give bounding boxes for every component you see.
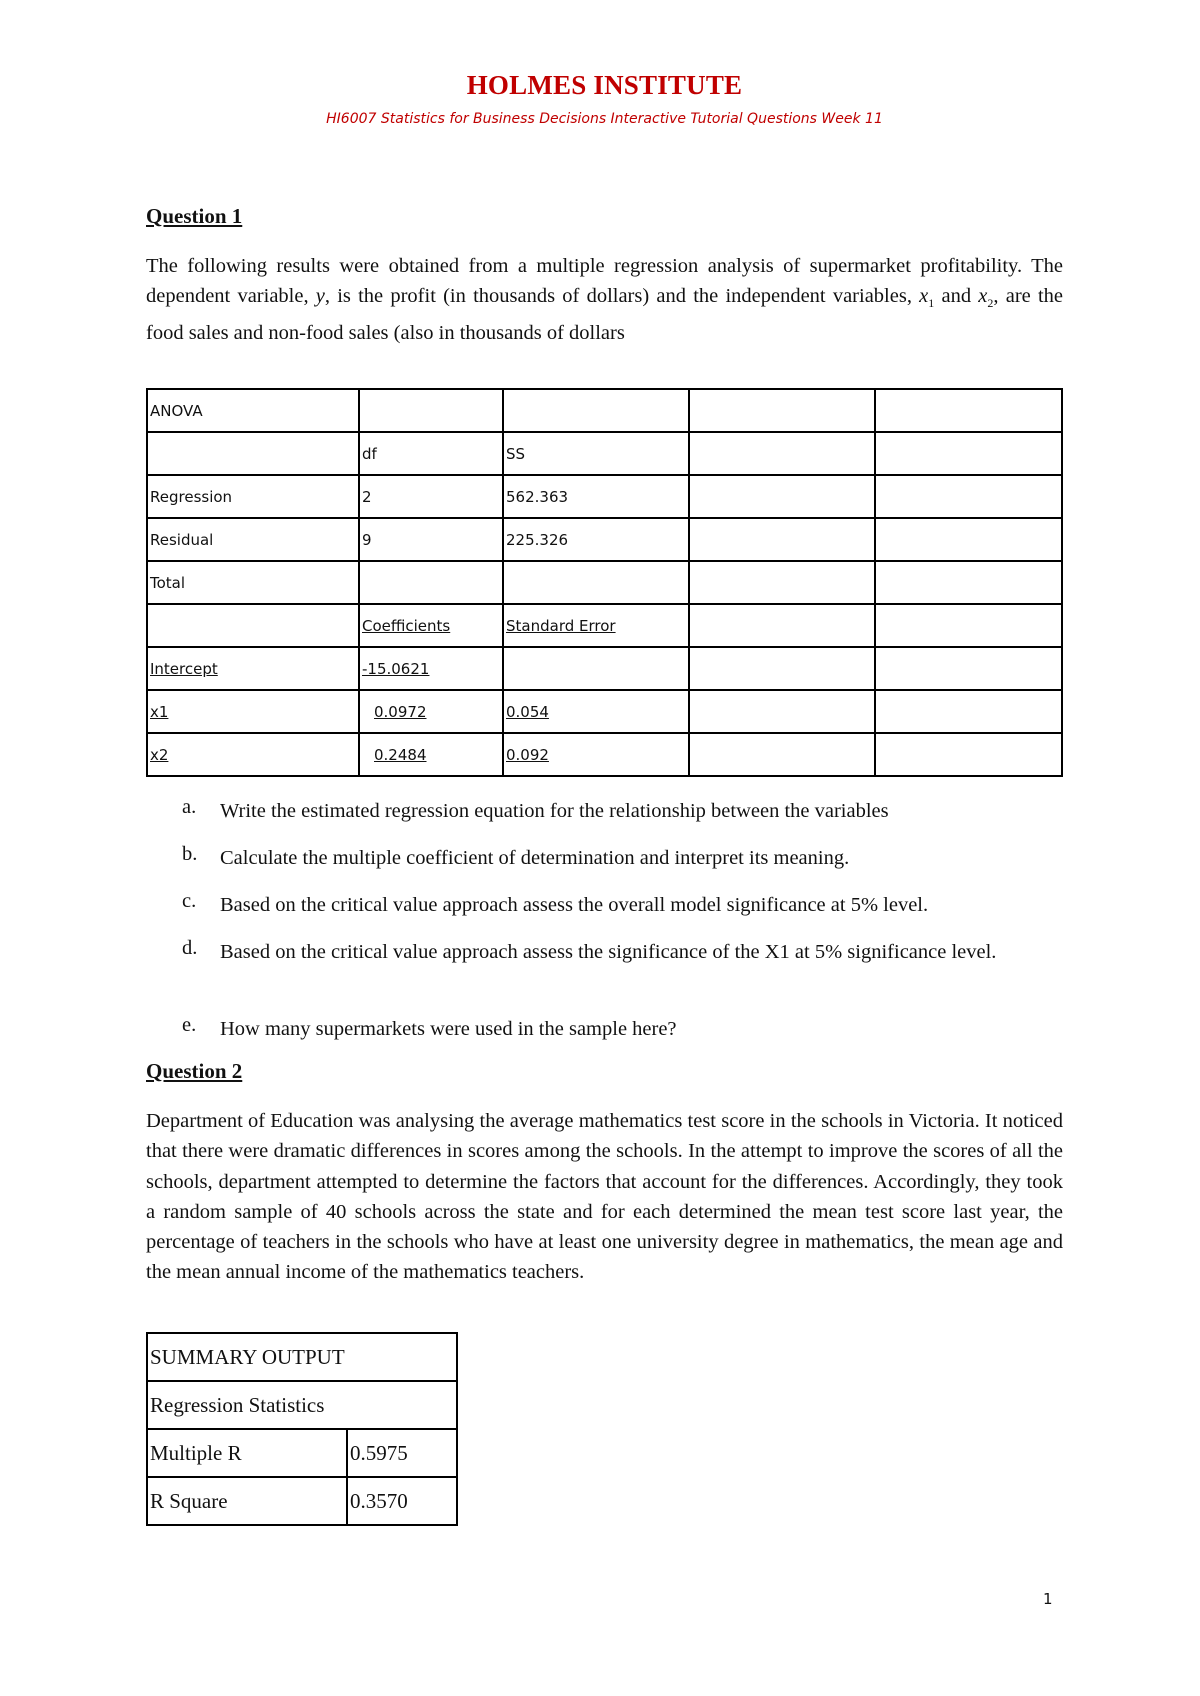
table-row (147, 1477, 457, 1525)
page-number: 1 (1043, 1590, 1053, 1608)
table-cell: 0.054 (503, 690, 689, 733)
table-cell (689, 475, 875, 518)
summary-output-table (146, 1332, 458, 1526)
table-cell (875, 733, 1062, 776)
question-1-intro: The following results were obtained from a multiple regression analysis of supermarket profitability. The dependent variable, y, is the profit (in thousands of dollars) and the independent variables, $x_1$ and $x_2$, are the food sales and non-food sales (also in thousands of dollars (146, 255, 1063, 345)
table-row (147, 604, 1062, 647)
table-cell (503, 561, 689, 604)
table-cell (689, 604, 875, 647)
table-cell (689, 561, 875, 604)
table-cell (875, 432, 1062, 475)
table-cell: 9 (359, 518, 503, 561)
stat-value: 0.3570 (347, 1477, 457, 1525)
table-row (147, 432, 1062, 475)
question-2-text: Department of Education was analysing the average mathematics test score in the schools in Victoria. It noticed that there were dramatic differences in scores among the schools. In the attempt to improve the scores of all the schools, department attempted to determine the factors that account for the differences. Accordingly, they took a random sample of 40 schools across the state and for each determined the mean test score last year, the percentage of teachers in the schools who have at least one university degree in mathematics, the mean age and the mean annual income of the mathematics teachers. (146, 1110, 1063, 1284)
table-cell: x1 (147, 690, 359, 733)
table-cell: 0.2484 (359, 733, 503, 776)
summary-section: Regression Statistics (147, 1381, 457, 1429)
stat-label: Multiple R (147, 1429, 347, 1477)
table-cell: df (359, 432, 503, 475)
table-cell (147, 432, 359, 475)
table-cell: -15.0621 (359, 647, 503, 690)
table-cell (875, 561, 1062, 604)
table-cell (689, 733, 875, 776)
question-1-heading: Question 1 (146, 204, 243, 228)
table-cell (689, 518, 875, 561)
table-cell: ANOVA (147, 389, 359, 432)
table-cell (875, 475, 1062, 518)
stat-label: R Square (147, 1477, 347, 1525)
table-cell (147, 604, 359, 647)
table-cell: x2 (147, 733, 359, 776)
table-row (147, 1429, 457, 1477)
table-cell: Coefficients (359, 604, 503, 647)
institute-title: HOLMES INSTITUTE (466, 70, 743, 100)
table-cell: Regression (147, 475, 359, 518)
table-row (147, 1333, 457, 1381)
table-cell (359, 389, 503, 432)
summary-title: SUMMARY OUTPUT (147, 1333, 457, 1381)
table-cell: 0.092 (503, 733, 689, 776)
table-cell (875, 647, 1062, 690)
question-2-heading: Question 2 (146, 1059, 243, 1083)
table-cell (875, 690, 1062, 733)
table-cell (503, 647, 689, 690)
table-cell: Standard Error (503, 604, 689, 647)
table-row (147, 733, 1062, 776)
table-row (147, 690, 1062, 733)
table-cell: Total (147, 561, 359, 604)
table-cell: Residual (147, 518, 359, 561)
table-cell: Intercept (147, 647, 359, 690)
table-row (147, 1381, 457, 1429)
table-cell (503, 389, 689, 432)
table-row (147, 389, 1062, 432)
table-cell: 0.0972 (359, 690, 503, 733)
table-cell (875, 389, 1062, 432)
table-cell (689, 647, 875, 690)
table-row (147, 561, 1062, 604)
table-cell: 2 (359, 475, 503, 518)
table-cell: 225.326 (503, 518, 689, 561)
stat-value: 0.5975 (347, 1429, 457, 1477)
table-row (147, 475, 1062, 518)
document-subtitle: HI6007 Statistics for Business Decisions Interactive Tutorial Questions Week 11 (326, 111, 883, 127)
table-cell (689, 690, 875, 733)
table-cell (689, 432, 875, 475)
table-cell: SS (503, 432, 689, 475)
table-cell: 562.363 (503, 475, 689, 518)
table-row (147, 518, 1062, 561)
table-cell (875, 518, 1062, 561)
table-cell (875, 604, 1062, 647)
table-cell (689, 389, 875, 432)
anova-table (146, 388, 1063, 777)
table-cell (359, 561, 503, 604)
table-row (147, 647, 1062, 690)
